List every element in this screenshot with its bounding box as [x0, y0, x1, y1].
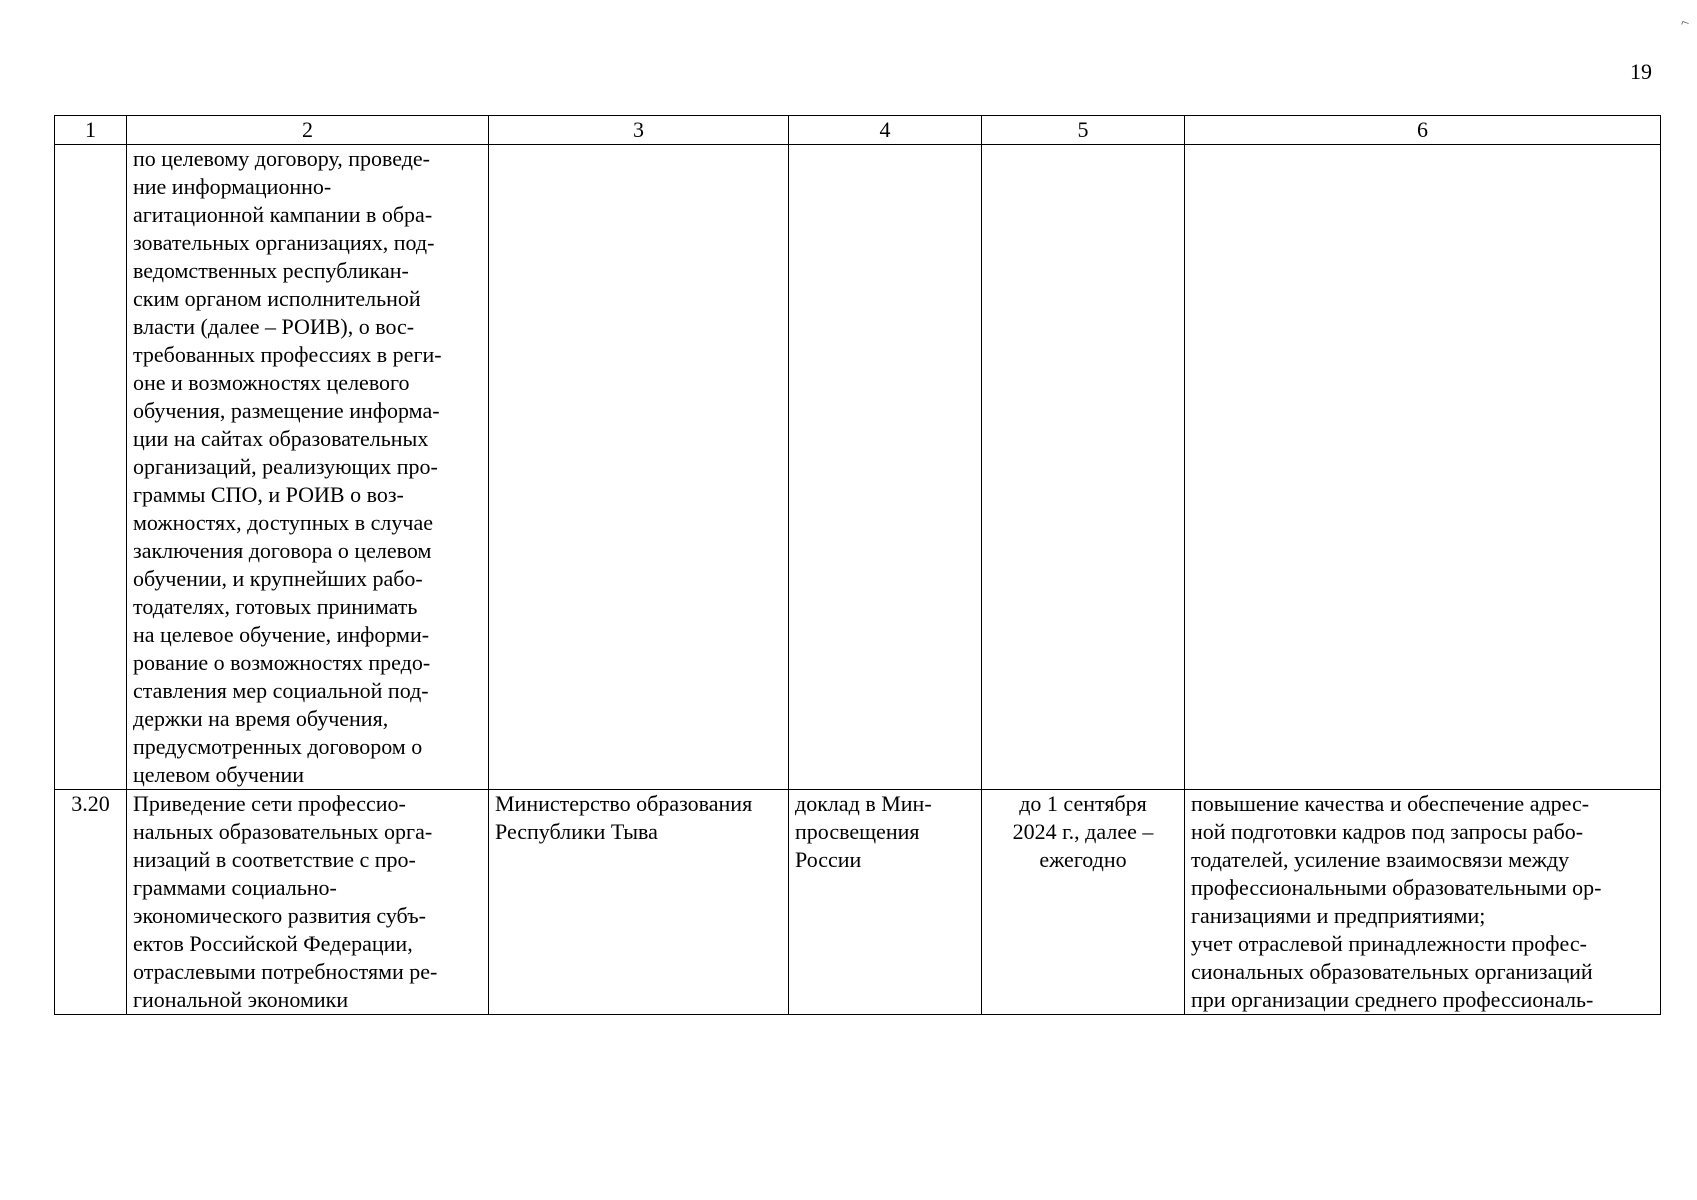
column-numbers-row — [55, 116, 1661, 145]
item-number-cell — [55, 145, 127, 790]
table-row-3-20 — [55, 790, 1661, 1015]
column-number-1: 1 — [55, 116, 127, 145]
outcome-cell — [1185, 145, 1661, 790]
item-number-cell: 3.20 — [55, 790, 127, 1015]
column-number-6: 6 — [1185, 116, 1661, 145]
column-number-3: 3 — [489, 116, 789, 145]
outcome-cell: повышение качества и обеспечение адрес- ной подготовки кадров под запросы рабо- тодателей, усиление взаимосвязи между профессиональными образовательными ор- ганизациями и предприятиями; учет отраслевой принадлежности профес- сиональных образовательных организаций при организации среднего профессиональ- — [1185, 790, 1661, 1015]
measure-description-cell: по целевому договору, проведе- ние информационно- агитационной кампании в обра- зовательных организациях, под- ведомственных республикан- ским органом исполнительной власти (далее – РОИВ), о вос- требованных профессиях в реги- оне и возможностях целевого обучения, размещение информа- ции на сайтах образовательных организаций, реализующих про- граммы СПО, и РОИВ о воз- можностях, доступных в случае заключения договора о целевом обучении, и крупнейших рабо- тодателях, готовых принимать на целевое обучение, информи- рование о возможностях предо- ставления мер социальной под- держки на время обучения, предусмотренных договором о целевом обучении — [127, 145, 489, 790]
measure-description-cell: Приведение сети профессио- нальных образовательных орга- низаций в соответствие с про- граммами социально- экономического развития субъ- ектов Российской Федерации, отраслевыми потребностями ре- гиональной экономики — [127, 790, 489, 1015]
deadline-cell: до 1 сентября 2024 г., далее – ежегодно — [982, 790, 1185, 1015]
column-number-5: 5 — [982, 116, 1185, 145]
deadline-cell — [982, 145, 1185, 790]
result-form-cell — [789, 145, 982, 790]
responsible-cell: Министерство образования Республики Тыва — [489, 790, 789, 1015]
column-number-2: 2 — [127, 116, 489, 145]
measures-table — [54, 115, 1661, 1015]
result-form-cell: доклад в Мин- просвещения России — [789, 790, 982, 1015]
table-row-continuation — [55, 145, 1661, 790]
column-number-4: 4 — [789, 116, 982, 145]
responsible-cell — [489, 145, 789, 790]
scan-corner-mark: ⌐ — [1678, 15, 1692, 32]
page-number: 19 — [1630, 59, 1652, 84]
